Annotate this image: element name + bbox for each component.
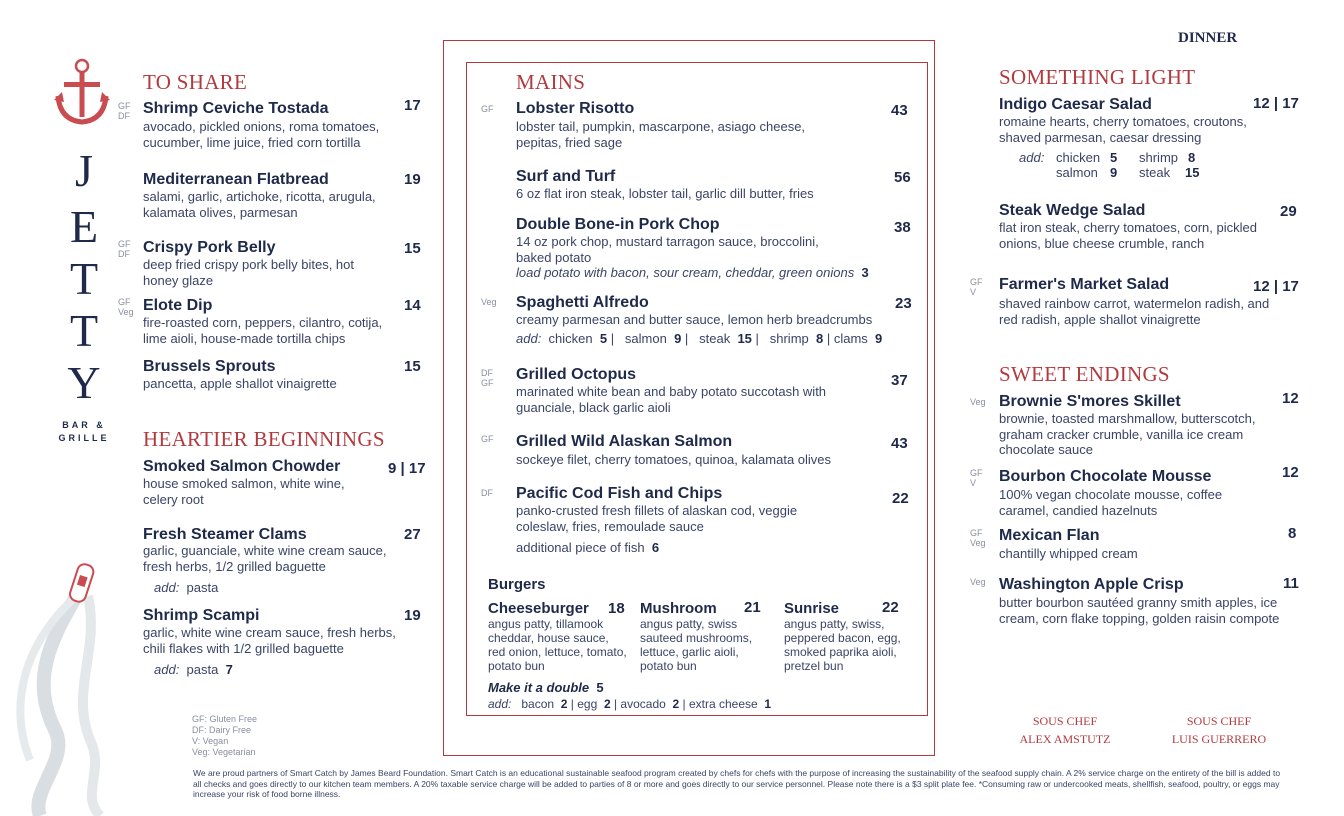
sweet-endings-title: SWEET ENDINGS xyxy=(999,362,1170,386)
add-price xyxy=(1110,150,1117,165)
item-name-chowder: Smoked Salmon Chowder xyxy=(143,458,341,475)
mains-title: MAINS xyxy=(516,70,586,94)
item-price: 8 xyxy=(1288,525,1297,542)
item-desc: brownie, toasted marshmallow, butterscotch, graham cracker crumble, vanilla ice cream chocolate sauce xyxy=(999,411,1256,457)
add-option: pasta xyxy=(186,662,219,677)
caesar-add-opt1 xyxy=(1056,150,1100,165)
double-row xyxy=(488,680,604,695)
item-name-elote-dip: Elote Dip xyxy=(143,297,213,314)
item-name-alaskan-salmon: Grilled Wild Alaskan Salmon xyxy=(516,433,733,450)
add-price-value: 9 xyxy=(1110,165,1118,180)
add-option: steak xyxy=(1139,165,1171,180)
legend-item: GF: Gluten Free xyxy=(192,714,258,724)
add-option: avocado xyxy=(620,697,666,711)
pork-chop-extra xyxy=(516,265,869,281)
item-desc: 100% vegan chocolate mousse, coffee caramel, candied hazelnuts xyxy=(999,487,1223,518)
add-option: pasta xyxy=(186,580,219,595)
add-option: steak xyxy=(699,331,731,346)
burger-desc: angus patty, swiss sauteed mushrooms, lettuce, garlic aioli, potato bun xyxy=(640,617,753,673)
item-price: 43 xyxy=(891,435,908,452)
item-desc: romaine hearts, cherry tomatoes, croutons, shaved parmesan, caesar dressing xyxy=(999,114,1247,145)
add-option: clams xyxy=(833,331,868,346)
add-on-row xyxy=(154,580,218,595)
legend-item: Veg: Vegetarian xyxy=(192,747,256,757)
item-desc: salami, garlic, artichoke, ricotta, arugula, kalamata olives, parmesan xyxy=(143,189,376,220)
item-desc: chantilly whipped cream xyxy=(999,546,1138,561)
chef-credit-1 xyxy=(1000,712,1130,748)
item-price: 43 xyxy=(891,102,908,119)
item-tags: GF DF xyxy=(118,101,131,121)
something-light-title: SOMETHING LIGHT xyxy=(999,65,1196,89)
item-price: 17 xyxy=(404,97,421,114)
burgers-title: Burgers xyxy=(488,576,546,593)
item-tags: GF DF xyxy=(118,239,131,259)
item-tags: GF Veg xyxy=(118,297,134,317)
item-price: 19 xyxy=(404,607,421,624)
brand-letter-y: Y xyxy=(67,357,101,408)
item-name-shrimp-ceviche: Shrimp Ceviche Tostada xyxy=(143,100,329,117)
item-name-shrimp-scampi: Shrimp Scampi xyxy=(143,607,260,624)
item-name-brussels: Brussels Sprouts xyxy=(143,358,276,375)
caesar-add-opt4 xyxy=(1139,165,1170,180)
item-name-brownie-smores: Brownie S'mores Skillet xyxy=(999,393,1181,410)
add-price: 2 xyxy=(603,697,611,711)
legend-item: DF: Dairy Free xyxy=(192,725,252,735)
add-label: add: xyxy=(488,697,512,711)
chef-role: SOUS CHEF xyxy=(1186,714,1252,728)
item-name-flatbread: Mediterranean Flatbread xyxy=(143,171,329,188)
boat-wake-illustration xyxy=(10,560,150,816)
add-price: 5 xyxy=(599,331,608,346)
brand-letter-e: E xyxy=(69,201,99,252)
menu-header-label: DINNER xyxy=(1178,30,1238,46)
add-price: 1 xyxy=(764,697,772,711)
burger-price: 21 xyxy=(744,599,761,616)
item-desc: marinated white bean and baby potato succotash with guanciale, black garlic aioli xyxy=(516,384,827,415)
burger-add-row: add: bacon 2 | egg 2 | avocado 2 | extra cheese 1 xyxy=(488,697,772,711)
add-price: 8 xyxy=(816,331,824,346)
item-name-fish-chips: Pacific Cod Fish and Chips xyxy=(516,485,723,502)
add-price: 2 xyxy=(560,697,568,711)
add-option: shrimp xyxy=(769,331,809,346)
item-name-caesar: Indigo Caesar Salad xyxy=(999,96,1152,113)
item-name-wedge-salad: Steak Wedge Salad xyxy=(999,202,1146,219)
item-price: 38 xyxy=(894,219,911,236)
item-desc: avocado, pickled onions, roma tomatoes, cucumber, lime juice, fried corn tortilla xyxy=(143,119,380,150)
item-tags: GF xyxy=(481,104,494,114)
item-name-steamer-clams: Fresh Steamer Clams xyxy=(143,526,307,543)
burger-desc: angus patty, tillamook cheddar, house sauce, red onion, lettuce, tomato, potato bun xyxy=(488,617,627,673)
chef-credit-2 xyxy=(1154,712,1284,748)
chef-name: LUIS GUERRERO xyxy=(1171,732,1267,746)
add-option: extra cheese xyxy=(688,697,758,711)
extra-text: additional piece of fish xyxy=(516,540,645,555)
item-price: 12 | 17 xyxy=(1253,278,1299,295)
item-desc: deep fried crispy pork belly bites, hot honey glaze xyxy=(143,257,354,288)
item-desc: pancetta, apple shallot vinaigrette xyxy=(143,376,337,391)
item-desc: garlic, guanciale, white wine cream sauce, fresh herbs, 1/2 grilled baguette xyxy=(143,543,387,574)
add-price: 9 xyxy=(674,331,682,346)
item-desc: 6 oz flat iron steak, lobster tail, garlic dill butter, fries xyxy=(516,186,814,201)
add-option: shrimp xyxy=(1139,150,1179,165)
item-desc: lobster tail, pumpkin, mascarpone, asiago cheese, pepitas, fried sage xyxy=(516,119,806,150)
item-price: 27 xyxy=(404,526,421,543)
item-name-farmers-market: Farmer's Market Salad xyxy=(999,276,1170,293)
add-label: add: xyxy=(516,331,542,346)
add-price: 7 xyxy=(225,662,233,677)
item-tags: Veg xyxy=(970,577,986,587)
item-price: 56 xyxy=(894,169,911,186)
item-name-surf-turf: Surf and Turf xyxy=(516,168,616,185)
burger-name-mushroom: Mushroom xyxy=(640,600,717,617)
item-desc: sockeye filet, cherry tomatoes, quinoa, kalamata olives xyxy=(516,452,832,467)
item-tags: GF xyxy=(481,434,494,444)
item-name-lobster-risotto: Lobster Risotto xyxy=(516,100,635,117)
item-tags: DF GF xyxy=(481,368,494,388)
extra-text: load potato with bacon, sour cream, cheddar, green onions xyxy=(516,265,855,280)
burger-name-sunrise: Sunrise xyxy=(784,600,840,617)
item-name-apple-crisp: Washington Apple Crisp xyxy=(999,576,1184,593)
item-price: 12 xyxy=(1282,464,1299,481)
extra-price: 6 xyxy=(651,540,660,555)
anchor-logo-icon xyxy=(54,56,110,128)
burger-desc: angus patty, swiss, peppered bacon, egg, smoked paprika aioli, pretzel bun xyxy=(784,617,901,673)
item-name-chocolate-mousse: Bourbon Chocolate Mousse xyxy=(999,468,1212,485)
add-label: add: xyxy=(154,580,180,595)
caesar-add-opt2 xyxy=(1139,150,1178,165)
legend-item: V: Vegan xyxy=(192,736,229,746)
caesar-add-opt3 xyxy=(1056,165,1098,180)
add-price xyxy=(1110,165,1117,180)
item-tags: GF V xyxy=(970,277,983,297)
dietary-legend xyxy=(192,714,257,758)
burger-price: 22 xyxy=(882,599,899,616)
item-price: 37 xyxy=(891,372,908,389)
item-price: 19 xyxy=(404,171,421,188)
add-price: 9 xyxy=(875,331,883,346)
to-share-title: TO SHARE xyxy=(143,70,248,94)
add-price-value: 8 xyxy=(1188,150,1196,165)
burger-name-cheeseburger: Cheeseburger xyxy=(488,600,589,617)
add-option: chicken xyxy=(1056,150,1101,165)
item-price: 12 xyxy=(1282,390,1299,407)
item-price: 29 xyxy=(1280,203,1297,220)
item-name-grilled-octopus: Grilled Octopus xyxy=(516,366,637,383)
add-price: 15 xyxy=(737,331,752,346)
item-tags: GF V xyxy=(970,468,983,488)
add-price xyxy=(1185,165,1199,180)
item-price: 11 xyxy=(1283,575,1299,592)
item-desc: flat iron steak, cherry tomatoes, corn, pickled onions, blue cheese crumble, ranch xyxy=(999,220,1257,251)
add-option: egg xyxy=(577,697,598,711)
add-price xyxy=(1188,150,1195,165)
brand-letter-t2: T xyxy=(69,305,99,356)
item-desc: panko-crusted fresh fillets of alaskan cod, veggie coleslaw, fries, remoulade sauce xyxy=(516,503,798,534)
add-label: add: xyxy=(154,662,180,677)
add-option: salmon xyxy=(624,331,667,346)
brand-letter-j: J xyxy=(75,145,93,196)
double-price: 5 xyxy=(596,680,604,695)
item-price: 15 xyxy=(404,240,421,257)
item-desc: 14 oz pork chop, mustard tarragon sauce, broccolini, baked potato xyxy=(516,234,819,265)
item-desc: shaved rainbow carrot, watermelon radish, and red radish, apple shallot vinaigrette xyxy=(999,296,1270,327)
item-price: 9 | 17 xyxy=(388,460,426,477)
fish-extra-row xyxy=(516,540,659,555)
item-tags: Veg xyxy=(970,397,986,407)
item-name-pork-belly: Crispy Pork Belly xyxy=(143,239,276,256)
item-desc: house smoked salmon, white wine, celery root xyxy=(143,476,345,507)
chef-role: SOUS CHEF xyxy=(1032,714,1098,728)
item-price: 23 xyxy=(895,295,912,312)
heartier-title: HEARTIER BEGINNINGS xyxy=(143,427,385,451)
item-name-pork-chop: Double Bone-in Pork Chop xyxy=(516,216,720,233)
brand-sub-2: GRILLE xyxy=(58,433,110,443)
add-price: 2 xyxy=(672,697,680,711)
item-price: 12 | 17 xyxy=(1253,95,1299,112)
item-tags: GF Veg xyxy=(970,528,986,548)
item-price: 15 xyxy=(404,358,421,375)
item-price: 22 xyxy=(892,490,909,507)
item-tags: DF xyxy=(481,488,493,498)
item-price: 14 xyxy=(404,297,421,314)
item-name-mexican-flan: Mexican Flan xyxy=(999,527,1100,544)
item-desc: butter bourbon sautéed granny smith apples, ice cream, corn flake topping, golden raisin compote xyxy=(999,595,1280,626)
add-on-row xyxy=(154,662,233,677)
add-price-value: 5 xyxy=(1110,150,1118,165)
item-desc: fire-roasted corn, peppers, cilantro, cotija, lime aioli, house-made tortilla chips xyxy=(143,315,383,346)
alfredo-add-row: add: chicken 5 | salmon 9 | steak 15 | shrimp 8 | clams 9 xyxy=(516,331,883,346)
item-desc: creamy parmesan and butter sauce, lemon herb breadcrumbs xyxy=(516,312,873,327)
footer-disclaimer: We are proud partners of Smart Catch by James Beard Foundation. Smart Catch is an educational sustainable seafood program created by chefs for chefs with the purpose of increasing the sustainability of the seafood supply chain. A 2% service charge on the entirety of the bill is added to all checks and goes directly to our kitchen team members. A 20% taxable service charge will be added to parties of 8 or more and goes directly to our service personnel. Please note there is a $3 split plate fee. *Consuming raw or undercooked meats, shellfish, seafood, poultry, or eggs may increase your risk of food borne illness. xyxy=(193,768,1281,799)
double-text: Make it a double xyxy=(488,680,590,695)
item-desc: garlic, white wine cream sauce, fresh herbs, chili flakes with 1/2 grilled baguette xyxy=(143,625,396,656)
item-tags: Veg xyxy=(481,297,497,307)
add-option: bacon xyxy=(521,697,555,711)
item-name-spaghetti-alfredo: Spaghetti Alfredo xyxy=(516,294,649,311)
burger-price: 18 xyxy=(608,600,625,617)
add-option: salmon xyxy=(1056,165,1098,180)
brand-sub-1: BAR & xyxy=(62,420,106,430)
brand-letter-t1: T xyxy=(69,253,99,304)
add-option: chicken xyxy=(548,331,593,346)
extra-price: 3 xyxy=(861,265,869,280)
add-price-value: 15 xyxy=(1185,165,1200,180)
caesar-add-label: add: xyxy=(1019,150,1045,165)
chef-name: ALEX AMSTUTZ xyxy=(1019,732,1111,746)
